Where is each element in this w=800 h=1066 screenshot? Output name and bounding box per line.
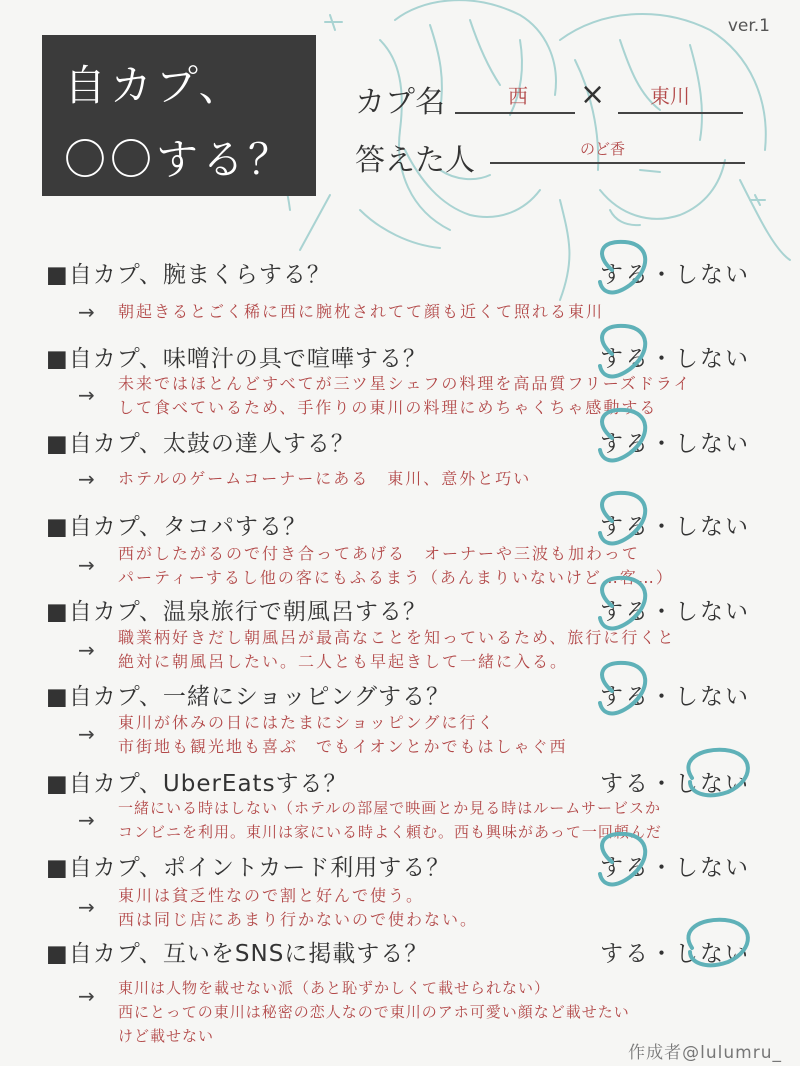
options-3: する・しない <box>600 431 750 457</box>
options-7: する・しない <box>600 771 750 797</box>
pair-left-name: 西 <box>508 84 528 108</box>
answer-1: 朝起きるとごく稀に西に腕枕されてて顔も近くて照れる東川 <box>118 302 605 321</box>
credit-label: 作成者@lulumru_ <box>628 1043 782 1063</box>
arrow-8: → <box>78 895 95 919</box>
version-label: ver.1 <box>727 16 770 36</box>
pair-name-label: カプ名 <box>355 85 445 120</box>
question-5: ■自カプ、温泉旅行で朝風呂する？ <box>46 599 427 625</box>
question-9: ■自カプ、互いをSNSに掲載する？ <box>46 941 429 967</box>
page-title-line1: 自カプ、 <box>64 61 245 110</box>
pair-right-underline <box>618 112 743 114</box>
options-1: する・しない <box>600 262 750 288</box>
arrow-7: → <box>78 808 95 832</box>
arrow-2: → <box>78 383 95 407</box>
question-7: ■自カプ、UberEatsする？ <box>46 771 348 797</box>
question-2: ■自カプ、味噌汁の具で喧嘩する？ <box>46 346 427 372</box>
answer-5: 職業柄好きだし朝風呂が最高なことを知っているため、旅行に行くと 絶対に朝風呂したい。二人とも早起きして一緒に入る。 <box>118 628 676 671</box>
question-1: ■自カプ、腕まくらする？ <box>46 262 331 288</box>
question-4: ■自カプ、タコパする？ <box>46 514 307 540</box>
options-4: する・しない <box>600 514 750 540</box>
arrow-4: → <box>78 553 95 577</box>
answer-4: 西がしたがるので付き合ってあげる オーナーや三波も加わって パーティーするし他の客にもふるまう（あんまりいないけど…客…） <box>118 544 674 587</box>
arrow-1: → <box>78 300 95 324</box>
options-5: する・しない <box>600 599 750 625</box>
answer-2: 未来ではほとんどすべてが三ツ星シェフの料理を高品質フリーズドライ して食べているため、手作りの東川の料理にめちゃくちゃ感動する <box>118 374 692 417</box>
answer-8: 東川は貧乏性なので割と好んで使う。 西は同じ店にあまり行かないので使わない。 <box>118 886 479 929</box>
arrow-3: → <box>78 467 95 491</box>
answer-9: 東川は人物を載せない派（あと恥ずかしくて載せられない） 西にとっての東川は秘密の恋人なので東川のアホ可愛い顔など載せたい けど載せない <box>118 979 630 1045</box>
question-3: ■自カプ、太鼓の達人する？ <box>46 431 355 457</box>
answerer-underline <box>490 162 745 164</box>
answer-7: 一緒にいる時はしない（ホテルの部屋で映画とか見る時はルームサービスか コンビニを利用。東川は家にいる時よく頼む。西も興味があって一回頼んだ <box>118 799 662 841</box>
options-9: する・しない <box>600 941 750 967</box>
arrow-9: → <box>78 984 95 1008</box>
pair-right-name: 東川 <box>650 84 690 108</box>
answer-6: 東川が休みの日にはたまにショッピングに行く 市街地も観光地も喜ぶ でもイオンとかでもはしゃぐ西 <box>118 713 568 756</box>
options-2: する・しない <box>600 346 750 372</box>
options-8: する・しない <box>600 855 750 881</box>
options-6: する・しない <box>600 684 750 710</box>
title-box <box>42 35 316 196</box>
answer-3: ホテルのゲームコーナーにある 東川、意外と巧い <box>118 469 532 488</box>
pair-left-underline <box>455 112 575 114</box>
answerer-name: のど香 <box>580 140 626 158</box>
arrow-5: → <box>78 638 95 662</box>
question-6: ■自カプ、一緒にショッピングする？ <box>46 684 450 710</box>
page-title-line2: 〇〇する？ <box>64 135 295 184</box>
answerer-label: 答えた人 <box>355 143 475 178</box>
pair-cross: × <box>580 77 606 112</box>
question-8: ■自カプ、ポイントカード利用する？ <box>46 855 451 881</box>
arrow-6: → <box>78 722 95 746</box>
